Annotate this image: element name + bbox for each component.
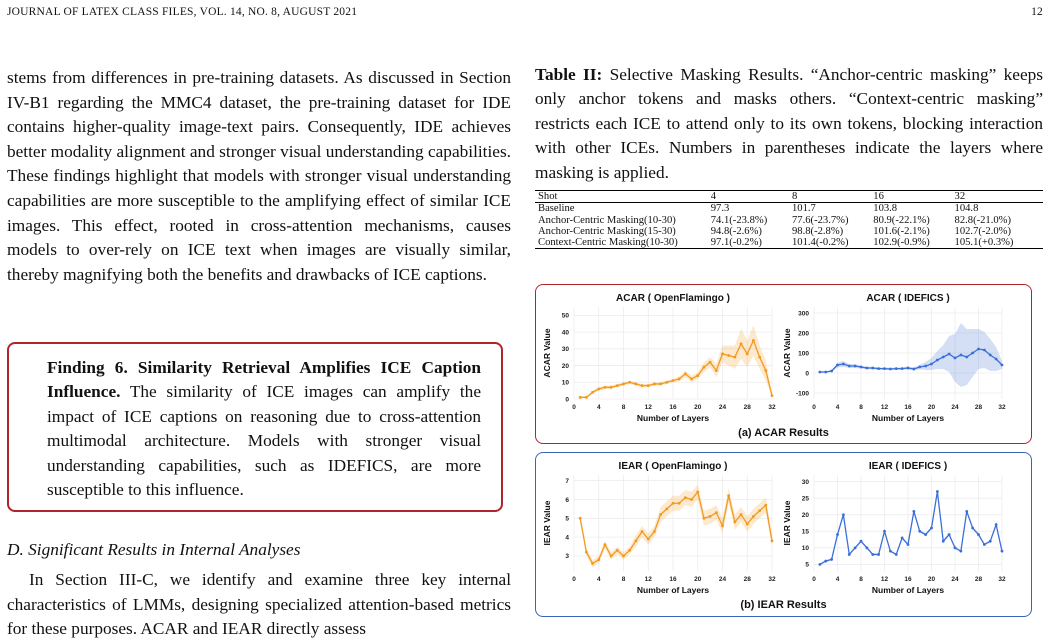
data-point [703, 517, 706, 520]
series-line [820, 492, 1002, 565]
data-point [895, 367, 898, 370]
data-point [971, 352, 974, 355]
data-point [824, 371, 827, 374]
data-point [854, 365, 857, 368]
data-point [715, 369, 718, 372]
y-tick-label: 6 [565, 496, 569, 504]
table-cell: 98.8(-2.8%) [792, 225, 844, 237]
acar-charts [536, 285, 1033, 445]
data-point [740, 342, 743, 345]
chart-title: ACAR ( IDEFICS ) [866, 293, 950, 304]
x-tick-label: 32 [998, 576, 1006, 583]
y-axis-label: IEAR Value [542, 500, 552, 546]
y-tick-label: 5 [565, 515, 569, 523]
data-point [659, 383, 662, 386]
data-point [733, 521, 736, 524]
data-point [883, 530, 886, 533]
y-tick-label: -100 [795, 390, 809, 398]
y-tick-label: 100 [798, 350, 809, 358]
data-point [628, 549, 631, 552]
data-point [678, 378, 681, 381]
y-tick-label: 20 [801, 512, 809, 520]
x-tick-label: 28 [974, 404, 983, 411]
data-point [758, 509, 761, 512]
data-point [771, 394, 774, 397]
x-tick-label: 8 [621, 576, 626, 583]
data-point [604, 386, 607, 389]
table-row [535, 226, 1043, 237]
data-point [824, 560, 827, 563]
x-tick-label: 20 [927, 576, 936, 583]
x-tick-label: 16 [669, 404, 677, 411]
data-point [579, 396, 582, 399]
data-point [836, 533, 839, 536]
y-tick-label: 50 [561, 312, 569, 320]
data-point [721, 352, 724, 355]
x-axis-label: Number of Layers [636, 413, 710, 423]
data-point [907, 543, 910, 546]
data-point [653, 530, 656, 533]
data-point [585, 551, 588, 554]
panel-a-label: (a) ACAR Results [738, 427, 829, 439]
data-point [634, 383, 637, 386]
data-point [709, 361, 712, 364]
table-header-cell: Shot [535, 191, 708, 203]
data-point [1001, 364, 1004, 367]
x-tick-label: 16 [904, 576, 912, 583]
x-tick-label: 12 [644, 404, 652, 411]
data-point [977, 348, 980, 351]
data-point [672, 379, 675, 382]
data-point [936, 490, 939, 493]
data-point [647, 538, 650, 541]
data-point [746, 352, 749, 355]
x-tick-label: 32 [768, 404, 776, 411]
data-point [901, 536, 904, 539]
table-caption-text: Selective Masking Results. “Anchor-centric masking” keeps only anchor tokens and masks others. “Context-centric masking” restricts each ICE to attend only to its own tokens, blocking interaction with other ICEs. Numbers in parentheses indicate the layers where masking is applied. [535, 65, 1043, 182]
y-tick-label: 0 [805, 370, 809, 378]
y-axis-label: ACAR Value [542, 328, 552, 378]
table-cell: 104.8 [954, 203, 979, 215]
chart-iear-idefics [782, 461, 1006, 595]
data-point [965, 510, 968, 513]
data-point [989, 354, 992, 357]
data-point [758, 356, 761, 359]
data-point [764, 369, 767, 372]
data-point [703, 366, 706, 369]
table-cell: 74.1(-23.8%) [710, 214, 768, 226]
x-tick-label: 4 [596, 576, 601, 583]
x-tick-label: 8 [621, 404, 626, 411]
table-cell: 94.8(-2.6%) [710, 225, 762, 237]
data-point [672, 502, 675, 505]
chart-title: IEAR ( IDEFICS ) [868, 461, 948, 472]
table-header-cell: 4 [708, 191, 789, 203]
panel-b-label: (b) IEAR Results [740, 599, 827, 611]
data-point [918, 366, 921, 369]
data-point [746, 523, 749, 526]
data-point [752, 339, 755, 342]
data-point [836, 364, 839, 367]
table-caption-label: Table II: [535, 65, 603, 84]
data-point [995, 523, 998, 526]
table-cell: 105.1(+0.3%) [952, 237, 1043, 249]
x-tick-label: 12 [880, 404, 889, 411]
data-point [948, 353, 951, 356]
data-point [895, 553, 898, 556]
x-axis-label: Number of Layers [871, 585, 945, 595]
data-point [696, 374, 699, 377]
data-point [883, 367, 886, 370]
data-point [604, 543, 607, 546]
table-cell: 80.9(-22.1%) [873, 214, 930, 226]
data-point [715, 511, 718, 514]
data-point [597, 558, 600, 561]
table-row [535, 203, 1043, 215]
x-tick-label: 32 [998, 404, 1006, 411]
data-point [665, 507, 668, 510]
x-tick-label: 0 [812, 404, 816, 411]
finding-body: The similarity of ICE images can amplify the impact of ICE captions on reasoning due to cross-attention multimodal architecture. Models with stronger visual understanding capabilities, such as IDEFICS, are more susceptible to this influence. [47, 382, 481, 500]
data-point [959, 354, 962, 357]
data-point [690, 498, 693, 501]
data-point [854, 546, 857, 549]
table-header-cell: 8 [789, 191, 870, 203]
x-tick-label: 16 [904, 404, 912, 411]
table-cell: 77.6(-23.7%) [792, 214, 849, 226]
section-paragraph: In Section III-C, we identify and examine three key internal characteristics of LMMs, designing specialized attention-based metrics for these purposes. ACAR and IEAR directly assess [7, 570, 511, 639]
data-point [865, 546, 868, 549]
data-point [865, 367, 868, 370]
data-point [740, 513, 743, 516]
data-point [659, 513, 662, 516]
x-tick-label: 8 [859, 576, 863, 583]
data-point [684, 373, 687, 376]
y-tick-label: 30 [561, 346, 569, 354]
x-axis-label: Number of Layers [636, 585, 710, 595]
data-point [696, 491, 699, 494]
y-tick-label: 30 [801, 478, 809, 486]
table-cell: 97.1(-0.2%) [708, 237, 789, 249]
x-tick-label: 32 [768, 576, 776, 583]
results-table [535, 190, 1043, 249]
figure-panel-iear [535, 452, 1032, 617]
data-point [591, 391, 594, 394]
data-point [936, 359, 939, 362]
data-point [924, 365, 927, 368]
data-point [622, 555, 625, 558]
series-line [580, 492, 772, 564]
data-point [930, 527, 933, 530]
table-cell: 101.7 [792, 203, 816, 215]
data-point [983, 543, 986, 546]
table-header-row [535, 191, 1043, 203]
x-tick-label: 12 [880, 576, 889, 583]
table-cell: Anchor-Centric Masking(15-30) [538, 225, 676, 237]
data-point [818, 563, 821, 566]
data-point [942, 540, 945, 543]
data-point [918, 530, 921, 533]
confidence-band [580, 484, 772, 567]
running-header [7, 6, 1043, 18]
data-point [764, 504, 767, 507]
table-cell: Anchor-Centric Masking(10-30) [538, 214, 676, 226]
journal-name: JOURNAL OF LATEX CLASS FILES, VOL. 14, NO. 8, AUGUST 2021 [7, 6, 358, 18]
y-tick-label: 40 [561, 329, 569, 337]
data-point [907, 367, 910, 370]
data-point [954, 546, 957, 549]
x-tick-label: 4 [596, 404, 601, 411]
table-row [535, 237, 1043, 249]
y-tick-label: 25 [801, 495, 809, 503]
data-point [653, 383, 656, 386]
data-point [634, 539, 637, 542]
table-caption [535, 63, 1043, 185]
data-point [877, 553, 880, 556]
data-point [641, 530, 644, 533]
data-point [1001, 550, 1004, 553]
y-axis-label: IEAR Value [782, 500, 792, 546]
data-point [727, 354, 730, 357]
table-cell: 103.8 [873, 203, 898, 215]
x-tick-label: 24 [718, 576, 727, 583]
y-tick-label: 0 [565, 396, 569, 404]
y-tick-label: 3 [565, 553, 569, 561]
data-point [842, 363, 845, 366]
data-point [684, 496, 687, 499]
x-tick-label: 0 [812, 576, 816, 583]
y-tick-label: 300 [798, 310, 809, 318]
x-tick-label: 24 [718, 404, 727, 411]
table-row [535, 215, 1043, 226]
table-cell: 82.8(-21.0%) [954, 214, 1012, 226]
data-point [942, 356, 945, 359]
finding-box [7, 342, 503, 512]
x-tick-label: 12 [644, 576, 652, 583]
data-point [610, 555, 613, 558]
x-tick-label: 20 [694, 404, 702, 411]
x-tick-label: 28 [743, 576, 751, 583]
iear-charts [536, 453, 1033, 618]
chart-iear-openflamingo [542, 461, 776, 595]
data-point [889, 368, 892, 371]
data-point [930, 363, 933, 366]
x-tick-label: 20 [694, 576, 702, 583]
y-tick-label: 15 [801, 528, 809, 536]
data-point [585, 396, 588, 399]
data-point [752, 515, 755, 518]
data-point [912, 510, 915, 513]
x-tick-label: 4 [835, 404, 840, 411]
data-point [860, 366, 863, 369]
y-tick-label: 10 [801, 545, 809, 553]
data-point [860, 540, 863, 543]
x-tick-label: 4 [835, 576, 840, 583]
data-point [771, 539, 774, 542]
x-tick-label: 24 [951, 404, 959, 411]
data-point [924, 533, 927, 536]
x-tick-label: 8 [859, 404, 863, 411]
data-point [579, 517, 582, 520]
x-tick-label: 16 [669, 576, 677, 583]
page-number: 12 [1031, 6, 1043, 18]
data-point [622, 383, 625, 386]
data-point [610, 386, 613, 389]
data-point [959, 550, 962, 553]
y-tick-label: 10 [561, 379, 569, 387]
y-tick-label: 7 [565, 477, 569, 485]
data-point [628, 381, 631, 384]
data-point [727, 494, 730, 497]
table-cell: Baseline [538, 203, 575, 215]
y-tick-label: 4 [565, 534, 569, 542]
data-point [871, 553, 874, 556]
data-point [965, 356, 968, 359]
data-point [647, 384, 650, 387]
table-cell: 101.4(-0.2%) [789, 237, 870, 249]
data-point [733, 356, 736, 359]
table-cell: 101.6(-2.1%) [873, 225, 930, 237]
data-point [989, 540, 992, 543]
data-point [954, 357, 957, 360]
data-point [983, 349, 986, 352]
data-point [597, 388, 600, 391]
data-point [848, 553, 851, 556]
chart-acar-openflamingo [542, 293, 776, 423]
x-tick-label: 0 [572, 576, 576, 583]
data-point [971, 527, 974, 530]
table-cell: 97.3 [710, 203, 730, 215]
table-cell: 102.9(-0.9%) [870, 237, 951, 249]
data-point [591, 562, 594, 565]
data-point [995, 358, 998, 361]
y-tick-label: 20 [561, 362, 569, 370]
data-point [877, 367, 880, 370]
data-point [830, 558, 833, 561]
table-cell: Context-Centric Masking(10-30) [535, 237, 708, 249]
chart-acar-idefics [782, 293, 1006, 423]
data-point [818, 371, 821, 374]
body-paragraph: stems from differences in pre-training datasets. As discussed in Section IV-B1 regarding the MMC4 dataset, the pre-training dataset for IDE contains higher-quality image-text pairs. Consequently, IDE achieves better modality alignment and stronger visual understanding capabilities. These findings highlight that models with stronger visual understanding capabilities are more susceptible to the amplifying effect of similar ICE images. This effect, rooted in cross-attention mechanisms, causes models to over-rely on ICE text when images are visually similar, thereby magnifying both the benefits and drawbacks of ICE captions. [7, 68, 511, 284]
data-point [871, 367, 874, 370]
data-point [690, 378, 693, 381]
data-point [848, 365, 851, 368]
data-point [912, 368, 915, 371]
figure-panel-acar [535, 284, 1032, 444]
data-point [842, 513, 845, 516]
x-tick-label: 0 [572, 404, 576, 411]
finding-title: Finding 6. Similarity Retrieval Amplifies ICE Caption Influence. [47, 358, 481, 402]
data-point [665, 381, 668, 384]
chart-title: IEAR ( OpenFlamingo ) [618, 461, 728, 472]
data-point [889, 550, 892, 553]
data-point [678, 502, 681, 505]
data-point [977, 533, 980, 536]
data-point [641, 384, 644, 387]
x-tick-label: 24 [951, 576, 959, 583]
chart-title: ACAR ( OpenFlamingo ) [616, 293, 730, 304]
data-point [901, 367, 904, 370]
table-header-cell: 32 [952, 191, 1043, 203]
y-axis-label: ACAR Value [782, 328, 792, 378]
x-tick-label: 28 [743, 404, 751, 411]
data-point [948, 533, 951, 536]
data-point [721, 524, 724, 527]
data-point [830, 370, 833, 373]
y-tick-label: 200 [798, 330, 809, 338]
y-tick-label: 5 [805, 561, 809, 569]
table-header-cell: 16 [870, 191, 951, 203]
x-tick-label: 28 [974, 576, 983, 583]
table-cell: 102.7(-2.0%) [954, 225, 1012, 237]
section-heading: D. Significant Results in Internal Analyses [7, 540, 301, 559]
data-point [616, 549, 619, 552]
x-tick-label: 20 [927, 404, 936, 411]
x-axis-label: Number of Layers [871, 413, 945, 423]
data-point [616, 384, 619, 387]
data-point [709, 515, 712, 518]
